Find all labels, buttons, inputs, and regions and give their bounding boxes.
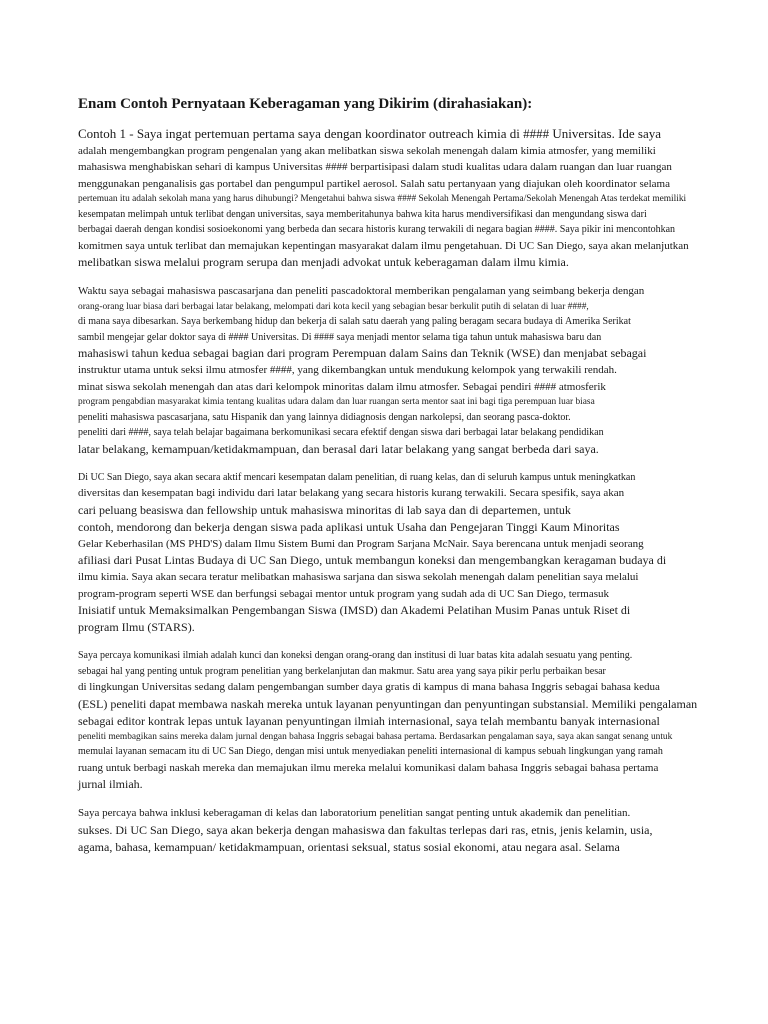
text-line: instruktur utama untuk seksi ilmu atmosfer ####, yang dikembangkan untuk mendukung kelompok yang terwakili rendah.	[78, 364, 617, 376]
text-line: Contoh 1 - Saya ingat pertemuan pertama saya dengan koordinator outreach kimia di #### Universitas. Ide saya	[78, 126, 662, 141]
text-line: melibatkan siswa melalui program serupa dan menjadi advokat untuk keberagaman dalam ilmu kimia.	[78, 255, 569, 269]
text-line: Saya percaya komunikasi ilmiah adalah kunci dan koneksi dengan orang-orang dan institusi di luar batas kita adalah sesuatu yang penting.	[78, 650, 633, 661]
text-line: orang-orang luar biasa dari berbagai latar belakang, melompati dari kota kecil yang sebagian besar berkulit putih di selatan di luar ####,	[78, 301, 589, 312]
text-line: program-program seperti WSE dan berfungsi sebagai mentor untuk program yang sudah ada di UC San Diego, termasuk	[78, 587, 610, 600]
text-line: mahasiswa menghabiskan sehari di kampus Universitas #### berpartisipasi dalam studi kualitas udara dalam ruangan dan luar ruangan	[78, 161, 672, 173]
text-line: latar belakang, kemampuan/ketidakmampuan, dan berasal dari latar belakang yang sangat berbeda dari saya.	[78, 441, 599, 456]
text-line: afiliasi dari Pusat Lintas Budaya di UC San Diego, untuk membangun koneksi dan mengembangkan keragaman budaya di	[78, 553, 667, 567]
paragraph-1	[78, 125, 768, 271]
paragraph-2	[78, 283, 768, 458]
text-line: contoh, mendorong dan bekerja dengan siswa pada aplikasi untuk Usaha dan Pengejaran Tinggi Kaum Minoritas	[78, 519, 620, 534]
text-line: ilmu kimia. Saya akan secara teratur melibatkan mahasiswa sarjana dan siswa sekolah menengah dalam penelitian saya melalui	[78, 571, 639, 583]
text-line: peneliti membagikan sains mereka dalam jurnal dengan bahasa Inggris sebagai bahasa pertama. Berdasarkan pengalaman saya, saya akan sangat senang untuk	[78, 731, 673, 742]
text-line: adalah mengembangkan program pengenalan yang akan melibatkan siswa sekolah menengah dalam kimia atmosfer, yang memiliki	[78, 144, 656, 157]
text-line: menggunakan penganalisis gas portabel dan pengumpul partikel aerosol. Salah satu pertanyaan yang diajukan oleh koordinator selama	[78, 177, 670, 190]
paragraph-4	[78, 648, 768, 793]
text-line: pertemuan itu adalah sekolah mana yang harus dihubungi? Mengetahui bahwa siswa #### Sekolah Menengah Pertama/Sekolah Menengah Atas terdekat memiliki	[78, 194, 687, 204]
text-line: mahasiswi tahun kedua sebagai bagian dari program Perempuan dalam Sains dan Teknik (WSE) dan menjabat sebagai	[78, 346, 647, 360]
text-line: cari peluang beasiswa dan fellowship untuk mahasiswa minoritas di lab saya dan di departemen, untuk	[78, 502, 571, 517]
paragraph-5	[78, 805, 768, 856]
text-line: diversitas dan kesempatan bagi individu dari latar belakang yang secara historis kurang terwakili. Secara spesifik, saya akan	[78, 487, 625, 499]
text-line: Waktu saya sebagai mahasiswa pascasarjana dan peneliti pascadoktoral memberikan pengalaman yang seimbang bekerja dengan	[78, 285, 645, 297]
document-title: Enam Contoh Pernyataan Keberagaman yang Dikirim (dirahasiakan):	[78, 96, 533, 112]
text-line: jurnal ilmiah.	[78, 777, 143, 791]
text-line: program Ilmu (STARS).	[78, 620, 195, 634]
text-line: peneliti dari ####, saya telah belajar bagaimana berkomunikasi secara efektif dengan siswa dari berbagai latar belakang pendidikan	[78, 427, 604, 438]
text-line: peneliti mahasiswa pascasarjana, satu Hispanik dan yang lainnya didiagnosis dengan narkolepsi, dan seorang pasca-doktor.	[78, 411, 571, 423]
text-line: berbagai daerah dengan kondisi sosioekonomi yang berbeda dan secara historis kurang terwakili di negara bagian ####. Saya pikir ini mencontohkan	[78, 224, 676, 235]
text-line: (ESL) peneliti dapat membawa naskah mereka untuk layanan penyuntingan dan penyuntingan substansial. Memiliki pengalaman	[78, 696, 698, 711]
text-line: minat siswa sekolah menengah dan atas dari kelompok minoritas dalam ilmu atmosfer. Sebagai pendiri #### atmosferik	[78, 380, 606, 393]
text-line: komitmen saya untuk terlibat dan memajukan kepentingan masyarakat dalam ilmu pengetahuan. Di UC San Diego, saya akan melanjutkan	[78, 239, 689, 252]
text-line: memulai layanan semacam itu di UC San Diego, dengan misi untuk menyediakan peneliti internasional di kampus sebuah lingkungan yang ramah	[78, 746, 663, 757]
text-line: program pengabdian masyarakat kimia tentang kualitas udara dalam dan luar ruangan serta mentor saat ini bagi tiga perempuan luar biasa	[78, 397, 595, 407]
text-line: di mana saya dibesarkan. Saya berkembang hidup dan bekerja di salah satu daerah yang paling beragam secara budaya di Amerika Serikat	[78, 316, 631, 327]
document-body	[78, 95, 768, 868]
text-line: ruang untuk berbagi naskah mereka dan memajukan ilmu mereka melalui komunikasi dalam bahasa Inggris sebagai bahasa pertama	[78, 761, 659, 774]
text-line: sebagai editor kontrak lepas untuk layanan penyuntingan ilmiah internasional, saya telah membantu banyak internasional	[78, 713, 660, 728]
text-line: di lingkungan Universitas sedang dalam pengembangan sumber daya gratis di kampus di mana bahasa Inggris sebagai bahasa kedua	[78, 681, 660, 693]
text-line: Inisiatif untuk Memaksimalkan Pengembangan Siswa (IMSD) dan Akademi Pelatihan Musim Panas untuk Riset di	[78, 603, 631, 617]
text-line: Saya percaya bahwa inklusi keberagaman di kelas dan laboratorium penelitian sangat penting untuk akademik dan penelitian.	[78, 807, 631, 819]
text-line: Di UC San Diego, saya akan secara aktif mencari kesempatan dalam penelitian, di ruang kelas, dan di seluruh kampus untuk meningkatkan	[78, 471, 636, 483]
text-line: agama, bahasa, kemampuan/ ketidakmampuan, orientasi seksual, status sosial ekonomi, atau negara asal. Selama	[78, 839, 620, 854]
text-line: sebagai hal yang penting untuk program penelitian yang berkelanjutan dan makmur. Satu area yang saya pikir perlu perbaikan besar	[78, 665, 606, 677]
text-line: Gelar Keberhasilan (MS PHD'S) dalam Ilmu Sistem Bumi dan Program Sarjana McNair. Saya berencana untuk menjadi seorang	[78, 537, 644, 550]
text-line: sambil mengejar gelar doktor saya di #### Universitas. Di #### saya menjadi mentor selama tiga tahun untuk mahasiswa baru dan	[78, 331, 602, 343]
text-line: sukses. Di UC San Diego, saya akan bekerja dengan mahasiswa dan fakultas terlepas dari ras, etnis, jenis kelamin, usia,	[78, 822, 653, 837]
paragraph-3	[78, 470, 768, 637]
text-line: kesempatan melimpah untuk terlibat dengan universitas, saya memberitahunya bahwa kita harus mendiversifikasi dan mengundang siswa dari	[78, 208, 647, 220]
